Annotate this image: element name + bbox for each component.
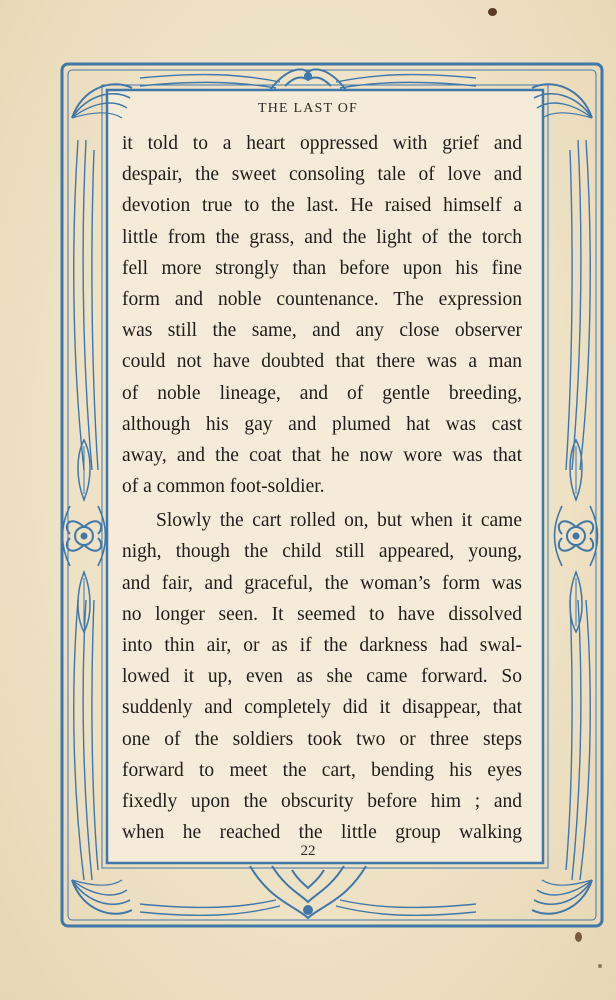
- text-line: into thin air, or as if the darkness had swal-: [122, 635, 522, 656]
- page-number: 22: [300, 843, 316, 859]
- bottom-fleuron-icon: [250, 866, 366, 918]
- text-line: of noble lineage, and of gentle breeding,: [122, 382, 522, 404]
- text-line: devotion true to the last. He raised himself a: [122, 195, 522, 217]
- text-line: was still the same, and any close observer: [122, 320, 522, 342]
- top-scroll-ornament-icon: [270, 69, 346, 90]
- text-line: when he reached the little group walking: [122, 822, 522, 844]
- text-line: nigh, though the child still appeared, young,: [122, 541, 522, 563]
- ink-spot: [488, 8, 497, 16]
- text-line: little from the grass, and the light of the torch: [122, 226, 522, 248]
- text-line: although his gay and plumed hat was cast: [122, 413, 522, 435]
- text-line: form and noble countenance. The expression: [122, 288, 522, 310]
- text-line: away, and the coat that he now wore was that: [122, 444, 522, 466]
- text-line: could not have doubted that there was a man: [122, 351, 522, 373]
- paragraph: [122, 128, 522, 502]
- text-line: forward to meet the cart, bending his eyes: [122, 759, 522, 781]
- body-text: [122, 128, 522, 848]
- text-line: one of the soldiers took two or three steps: [122, 728, 522, 750]
- ink-spot: [575, 932, 582, 942]
- text-line: no longer seen. It seemed to have dissolved: [122, 603, 522, 625]
- running-head: THE LAST OF: [257, 101, 359, 116]
- text-line: lowed it up, even as she came forward. So: [122, 666, 522, 688]
- text-line: fixedly upon the obscurity before him ; and: [122, 790, 522, 812]
- paragraph: [122, 505, 522, 848]
- text-line: it told to a heart oppressed with grief and: [122, 133, 522, 154]
- text-line: of a common foot-soldier.: [122, 476, 325, 498]
- ink-spot: [598, 964, 602, 968]
- text-line: and fair, and graceful, the woman’s form was: [122, 572, 522, 594]
- text-line: fell more strongly than before upon his fine: [122, 257, 522, 279]
- text-line: suddenly and completely did it disappear, that: [122, 697, 522, 719]
- text-line: despair, the sweet consoling tale of love and: [122, 164, 522, 186]
- text-line: Slowly the cart rolled on, but when it came: [156, 510, 522, 532]
